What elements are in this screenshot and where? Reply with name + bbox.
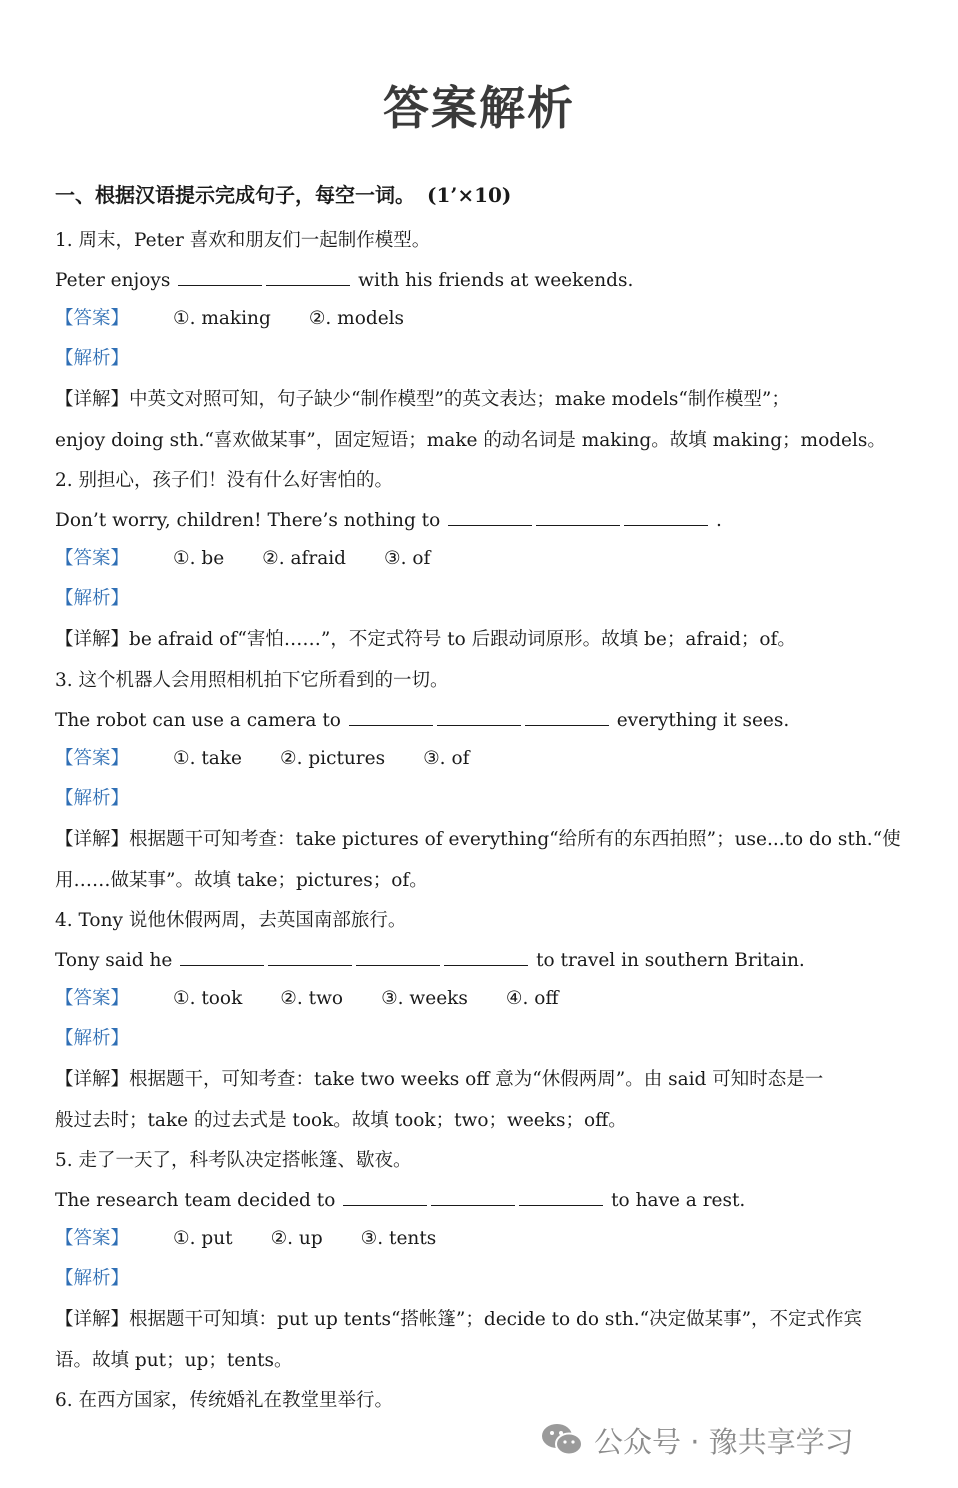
detail-text: 用……做某事”。故填 take；pictures；of。	[55, 870, 428, 891]
wechat-icon	[540, 1422, 584, 1458]
analysis-row	[55, 347, 135, 371]
answer-item: ③. tents	[360, 1228, 437, 1249]
sentence-before: Tony said he	[55, 950, 173, 971]
answer-label: 【答案】	[55, 1228, 130, 1249]
answer-blank	[437, 709, 521, 726]
answer-blank	[431, 1189, 515, 1206]
question-cn: 4. Tony 说他休假两周，去英国南部旅行。	[55, 910, 407, 931]
question-sentence	[55, 709, 789, 733]
answer-blank	[349, 709, 433, 726]
analysis-row	[55, 587, 135, 611]
answer-row	[55, 987, 597, 1011]
sentence-after: to have a rest.	[611, 1190, 746, 1211]
answer-blank	[448, 509, 532, 526]
question-cn: 6. 在西方国家，传统婚礼在教堂里举行。	[55, 1390, 394, 1411]
detail-line	[55, 1068, 823, 1092]
sentence-after: .	[716, 510, 722, 531]
sentence-before: The robot can use a camera to	[55, 710, 341, 731]
page-title: 答案解析	[383, 81, 575, 135]
answer-item: ①. took	[173, 988, 243, 1009]
answer-item: ③. weeks	[381, 988, 468, 1009]
detail-label: 【详解】	[55, 629, 130, 650]
answer-blank	[519, 1189, 603, 1206]
detail-text: 根据题干可知考查：take pictures of everything“给所有的东西拍照”；use...to do sth.“使	[129, 829, 901, 850]
answer-blank	[180, 949, 264, 966]
analysis-label: 【解析】	[55, 1028, 130, 1049]
detail-line	[55, 628, 796, 652]
question-prompt	[55, 909, 406, 933]
answer-blank	[356, 949, 440, 966]
detail-text: enjoy doing sth.“喜欢做某事”，固定短语；make 的动名词是 making。故填 making；models。	[55, 430, 886, 451]
detail-line	[55, 1349, 293, 1373]
detail-text: 中英文对照可知，句子缺少“制作模型”的英文表达；make models“制作模型”；	[129, 389, 790, 410]
sentence-before: The research team decided to	[55, 1190, 336, 1211]
detail-text: 根据题干，可知考查：take two weeks off 意为“休假两周”。由 said 可知时态是一	[129, 1069, 824, 1090]
analysis-label: 【解析】	[55, 788, 130, 809]
question-prompt	[55, 469, 393, 493]
detail-text: be afraid of“害怕……”，不定式符号 to 后跟动词原形。故填 be；afraid；of。	[129, 629, 796, 650]
detail-line	[55, 429, 886, 453]
section-header-text: 一、根据汉语提示完成句子，每空一词。	[55, 183, 415, 207]
answer-blank	[525, 709, 609, 726]
sentence-before: Don’t worry, children! There’s nothing to	[55, 510, 441, 531]
sentence-after: everything it sees.	[616, 710, 790, 731]
watermark	[540, 1420, 854, 1460]
detail-line	[55, 869, 428, 893]
detail-line	[55, 828, 901, 852]
answer-item: ①. take	[173, 748, 242, 769]
detail-text: 根据题干可知填：put up tents“搭帐篷”；decide to do sth.“决定做某事”，不定式作宾	[129, 1309, 863, 1330]
answer-item: ①. be	[173, 548, 225, 569]
answer-label: 【答案】	[55, 548, 130, 569]
sentence-after: with his friends at weekends.	[358, 270, 634, 291]
answer-item: ②. up	[270, 1228, 323, 1249]
detail-label: 【详解】	[55, 1309, 130, 1330]
question-cn: 5. 走了一天了，科考队决定搭帐篷、歇夜。	[55, 1150, 412, 1171]
answer-blank	[536, 509, 620, 526]
answer-item: ②. afraid	[262, 548, 347, 569]
answer-item: ②. pictures	[279, 748, 386, 769]
analysis-row	[55, 1267, 135, 1291]
question-prompt	[55, 1149, 412, 1173]
answer-blank	[268, 949, 352, 966]
answer-blank	[444, 949, 528, 966]
section-score: (1’×10)	[427, 183, 512, 207]
section-header	[55, 183, 511, 207]
watermark-text: 公众号 · 豫共享学习	[594, 1424, 854, 1459]
analysis-row	[55, 1027, 135, 1051]
answer-item: ②. models	[308, 308, 405, 329]
question-sentence	[55, 1189, 745, 1213]
detail-label: 【详解】	[55, 829, 130, 850]
answer-label: 【答案】	[55, 988, 130, 1009]
question-cn: 3. 这个机器人会用照相机拍下它所看到的一切。	[55, 670, 449, 691]
answer-blank	[343, 1189, 427, 1206]
answer-item: ①. making	[173, 308, 271, 329]
answer-blank	[266, 269, 350, 286]
detail-line	[55, 1308, 862, 1332]
answer-item: ①. put	[173, 1228, 233, 1249]
question-prompt	[55, 669, 449, 693]
answer-row	[55, 747, 507, 771]
question-cn: 1. 周末，Peter 喜欢和朋友们一起制作模型。	[55, 230, 431, 251]
detail-text: 语。故填 put；up；tents。	[55, 1350, 293, 1371]
answer-row	[55, 547, 468, 571]
question-prompt	[55, 1389, 393, 1413]
answer-row	[55, 1227, 474, 1251]
question-prompt	[55, 229, 430, 253]
answer-blank	[178, 269, 262, 286]
detail-line	[55, 1109, 627, 1133]
answer-label: 【答案】	[55, 308, 130, 329]
analysis-row	[55, 787, 135, 811]
analysis-label: 【解析】	[55, 1268, 130, 1289]
question-sentence	[55, 509, 722, 533]
answer-item: ②. two	[280, 988, 344, 1009]
detail-label: 【详解】	[55, 389, 130, 410]
analysis-label: 【解析】	[55, 348, 130, 369]
detail-line	[55, 388, 790, 412]
question-sentence	[55, 949, 805, 973]
answer-row	[55, 307, 442, 331]
answer-label: 【答案】	[55, 748, 130, 769]
detail-text: 般过去时；take 的过去式是 took。故填 took；two；weeks；off。	[55, 1110, 627, 1131]
question-sentence	[55, 269, 633, 293]
answer-blank	[624, 509, 708, 526]
answer-item: ④. off	[505, 988, 559, 1009]
analysis-label: 【解析】	[55, 588, 130, 609]
sentence-before: Peter enjoys	[55, 270, 171, 291]
sentence-after: to travel in southern Britain.	[536, 950, 805, 971]
answer-item: ③. of	[423, 748, 470, 769]
question-cn: 2. 别担心，孩子们！没有什么好害怕的。	[55, 470, 394, 491]
detail-label: 【详解】	[55, 1069, 130, 1090]
answer-item: ③. of	[384, 548, 431, 569]
